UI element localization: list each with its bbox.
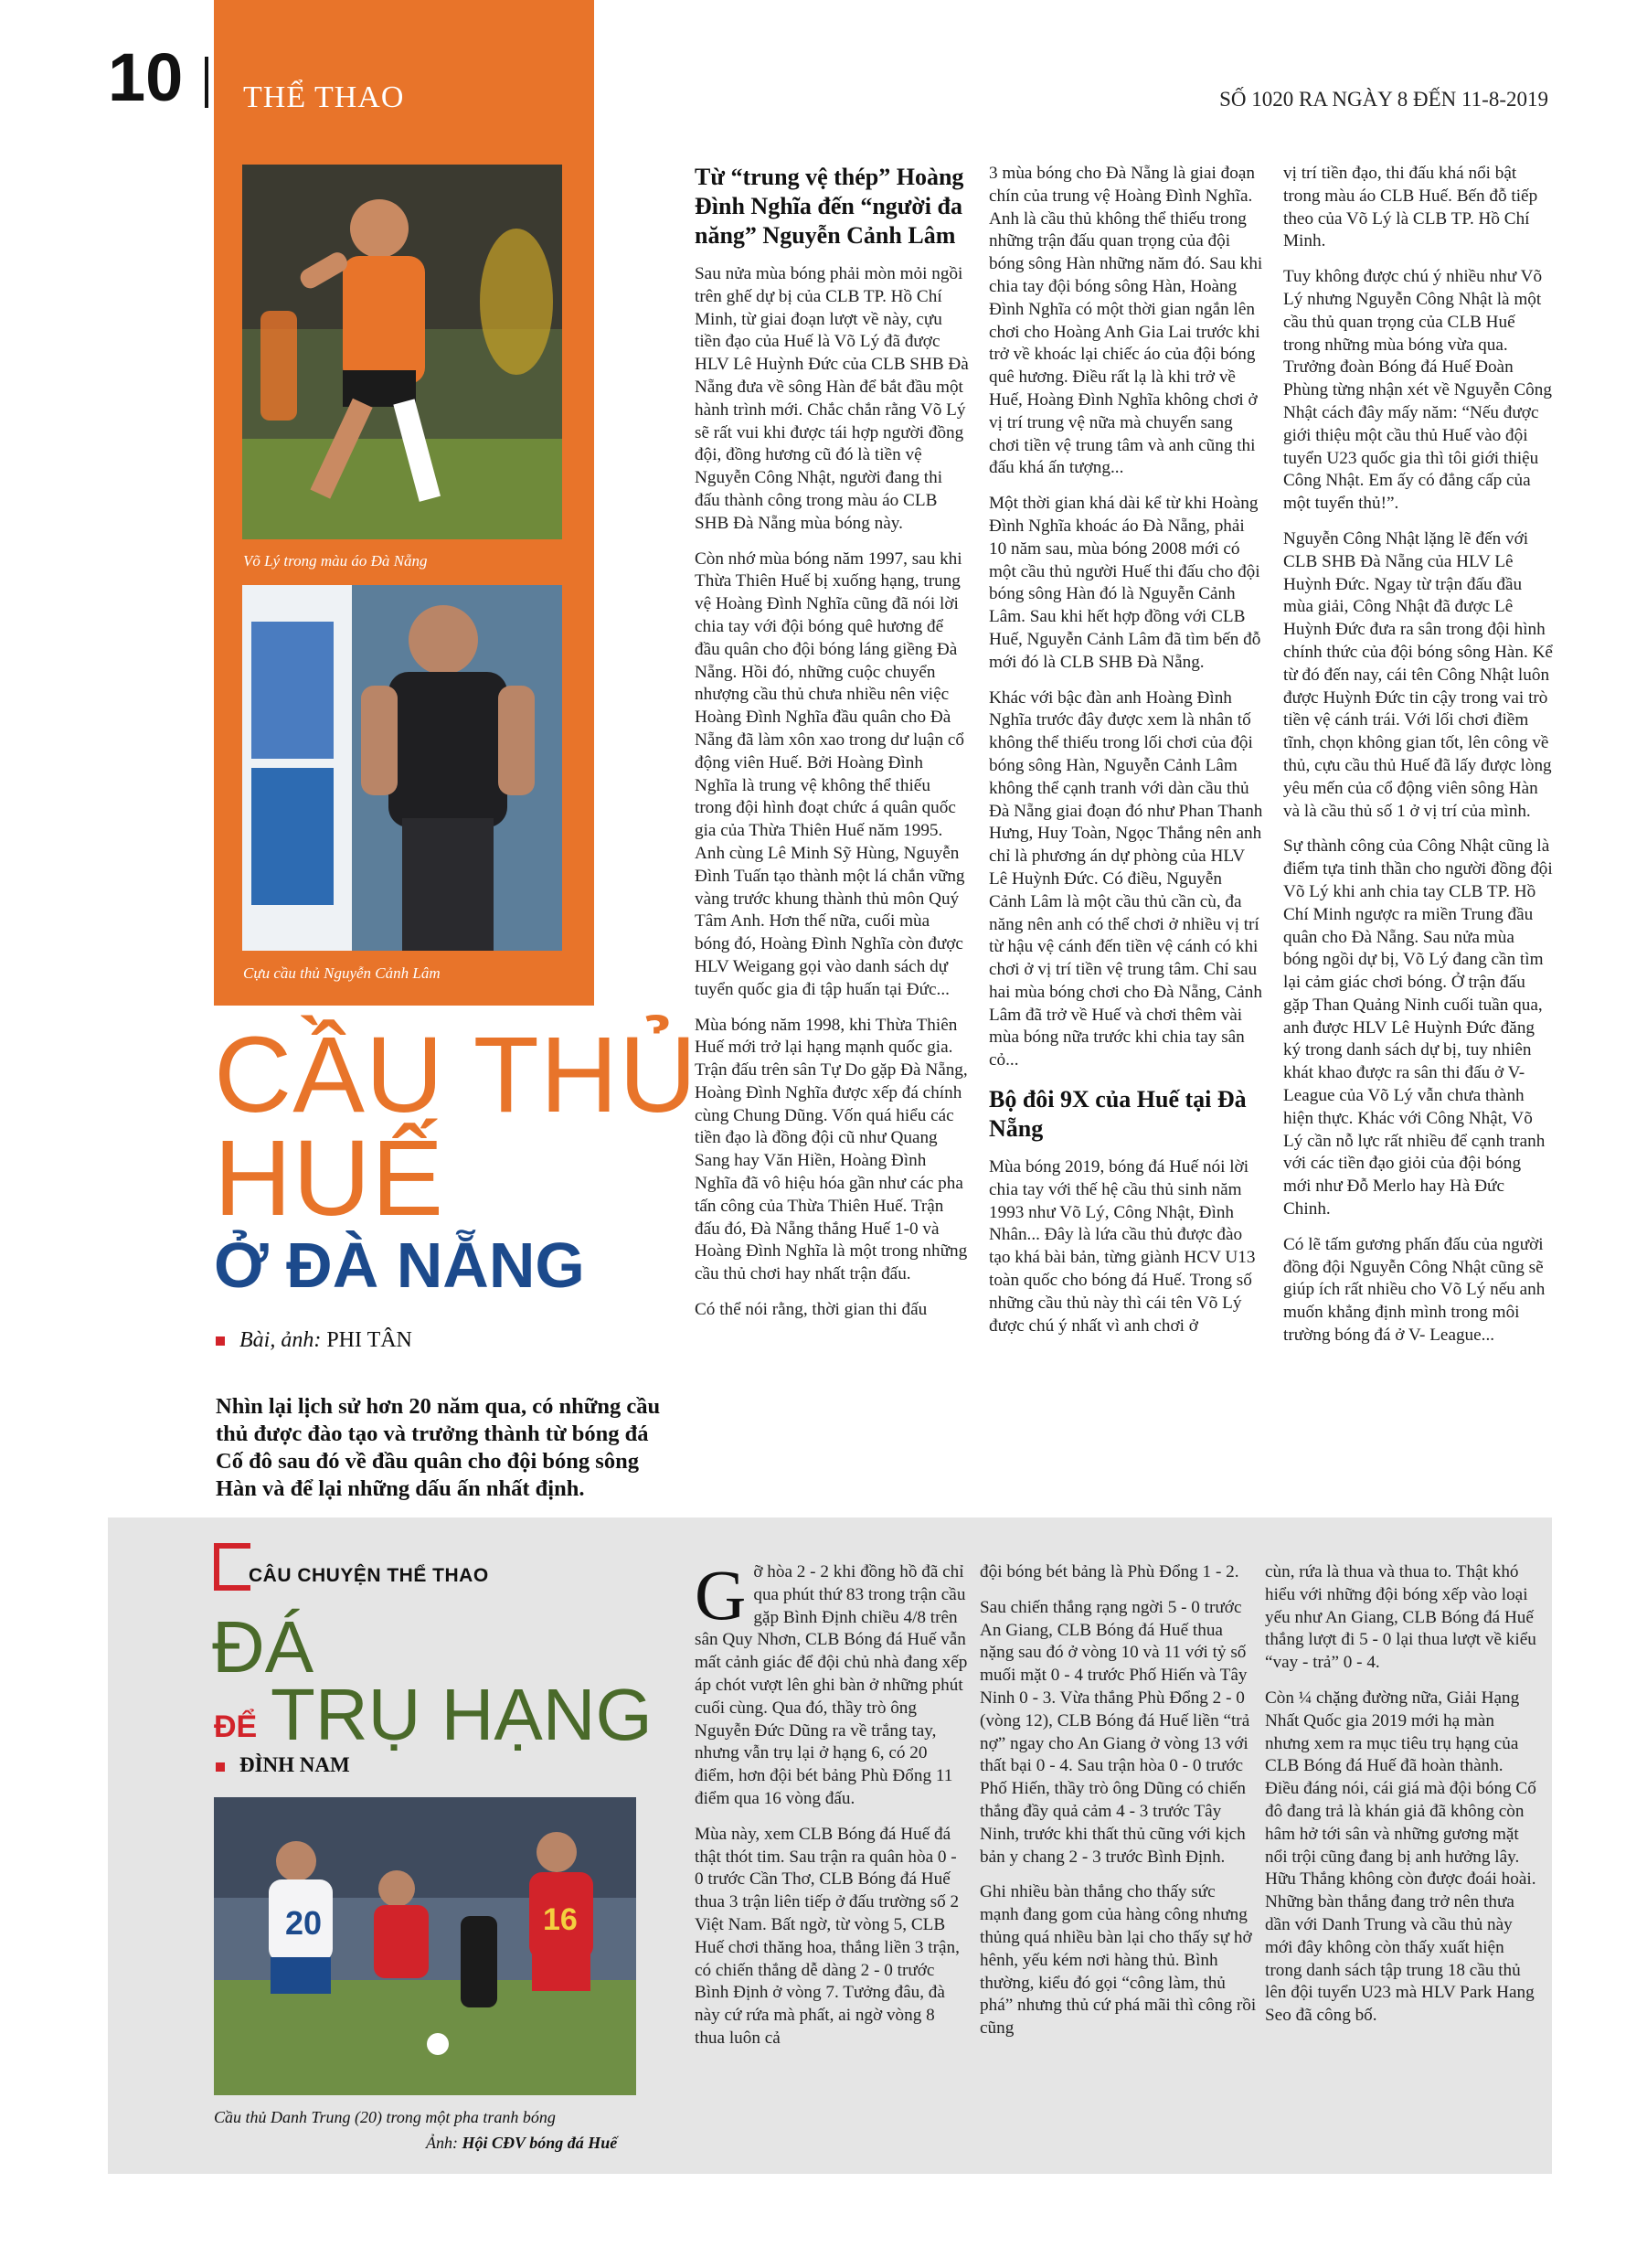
article2-title-word-1: ĐÁ (212, 1606, 314, 1688)
paragraph: Ghi nhiều bàn thắng cho thấy sức mạnh đang gom của hàng công nhưng thủng quá nhiều bàn lại cho thấy sự hở hênh, yếu kém nơi hàng thủ. Bình thường, kiểu đó gọi “công làm, thủ phá” nhưng thủ cứ phá mãi thì công rồi cũng (980, 1882, 1257, 2039)
photo-nguyen-canh-lam-image (242, 585, 562, 951)
paragraph: Sau chiến thắng rạng ngời 5 - 0 trước An Giang, CLB Bóng đá Huế thua nặng sau đó ở vòng 10 và 11 với tỷ số muối mặt 0 - 4 trước Phố Hiến và Tây Ninh 0 - 3. Vừa thắng Phù Đổng 2 - 0 (vòng 12), CLB Bóng đá Huế liền “trả nợ” ngay cho An Giang ở vòng 13 với thất bại 0 - 4. Sau trận hòa 0 - 0 trước Phố Hiến, thầy trò ông Dũng có chiến thắng đầy quả cảm 4 - 3 trước Tây Ninh, trước khi thất thủ cũng với kịch bản y chang 2 - 3 trước Bình Định. (980, 1597, 1250, 1867)
issue-info: SỐ 1020 RA NGÀY 8 ĐẾN 11-8-2019 (1219, 88, 1548, 111)
byline-name: ĐÌNH NAM (239, 1753, 350, 1776)
paragraph: Mùa này, xem CLB Bóng đá Huế đá thật thót tim. Sau trận ra quân hòa 0 - 0 trước Cần Thơ, CLB Bóng đá Huế thua 3 trận liên tiếp ở đấu trường số 2 Việt Nam. Bất ngờ, từ vòng 5, CLB Huế chơi thăng hoa, thắng liền 3 trận, có chiến thắng dễ dàng 2 - 0 trước Bình Định ở vòng 7. Tưởng đâu, đà này cứ rứa mà phất, ai ngờ vòng 8 thua luôn cả (695, 1824, 960, 2048)
byline-marker (216, 1762, 225, 1772)
article2-column-3 (1265, 1561, 1539, 2040)
paragraph: Mùa bóng năm 1998, khi Thừa Thiên Huế mới trở lại hạng mạnh quốc gia. Trận đấu trên sân Tự Do gặp Đà Nẵng, Hoàng Đình Nghĩa được xếp đá chính cùng Chung Dũng. Vốn quá hiểu các tiền đạo là đồng đội cũ như Quang Sang hay Văn Hiền, Hoàng Đình Nghĩa đã vô hiệu hóa gần như các pha tấn công của Thừa Thiên Huế. Trận đấu đó, Đà Nẵng thắng Huế 1-0 và Hoàng Đình Nghĩa là một trong những cầu thủ chơi hay nhất trận đấu. (695, 1015, 968, 1284)
article2-title-word-3: TRỤ HẠNG (271, 1674, 653, 1755)
byline-label: Bài, ảnh: (239, 1328, 322, 1352)
paragraph: Có lẽ tấm gương phấn đấu của người đồng đội Nguyễn Công Nhật cũng sẽ giúp ích rất nhiều cho Võ Lý nếu anh muốn khẳng định mình trong môi trường bóng đá ở V- League... (1283, 1234, 1546, 1346)
photo-danh-trung-image (214, 1797, 636, 2095)
paragraph: Một thời gian khá dài kể từ khi Hoàng Đình Nghĩa khoác áo Đà Nẵng, phải 10 năm sau, mùa bóng 2008 mới có một cầu thủ người Huế thi đấu cho đội bóng sông Hàn đó là Nguyễn Cảnh Lâm. Sau khi hết hợp đồng với CLB Huế, Nguyễn Cảnh Lâm đã tìm bến đỗ mới đó là CLB SHB Đà Nẵng. (989, 494, 1261, 672)
paragraph: đội bóng bét bảng là Phù Đổng 1 - 2. (980, 1562, 1239, 1581)
story-label-bracket-icon (214, 1543, 250, 1591)
article1-subheading-2: Bộ đôi 9X của Huế tại Đà Nẵng (989, 1086, 1247, 1143)
paragraph-text: ỡ hòa 2 - 2 khi đồng hồ đã chỉ qua phút thứ 83 trong trận cầu gặp Bình Định chiều 4/8 trên sân Quy Nhơn, CLB Bóng đá Huế vẫn mất cảnh giác để đội chủ nhà đang xếp áp chót vượt lên ghi bàn ở những phút cuối cùng. Qua đó, thầy trò ông Nguyễn Đức Dũng ra về trắng tay, nhưng vẫn trụ lại ở hạng 6, có 20 điểm, hơn đội bét bảng Phù Đổng 11 điểm qua 16 vòng đấu. (695, 1562, 968, 1808)
paragraph (695, 1555, 969, 1811)
paragraph: Sau nửa mùa bóng phải mòn mỏi ngồi trên ghế dự bị của CLB TP. Hồ Chí Minh, từ giai đoạn lượt về này, cựu tiền đạo của Huế là Võ Lý đã được HLV Lê Huỳnh Đức của CLB SHB Đà Nẵng đưa về sông Hàn để bắt đầu một hành trình mới. Chắc chắn rằng Võ Lý sẽ rất vui khi được tái hợp người đồng đội, đồng hương cũ đó là tiền vệ Nguyễn Công Nhật, người đang thi đấu thành công trong màu áo CLB SHB Đà Nẵng mùa bóng này. (695, 264, 969, 533)
drop-cap: G (695, 1555, 747, 1634)
article1-byline (216, 1328, 412, 1353)
svg-text:20: 20 (285, 1904, 323, 1942)
page-number: 10 (108, 39, 184, 115)
photo-nguyen-canh-lam-caption: Cựu cầu thủ Nguyễn Cảnh Lâm (243, 964, 441, 982)
byline-name: PHI TÂN (326, 1328, 412, 1352)
paragraph: Sự thành công của Công Nhật cũng là điểm tựa tinh thần cho người đồng đội Võ Lý khi anh chia tay CLB TP. Hồ Chí Minh ngược ra miền Trung đầu quân cho Đà Nẵng. Sau nửa mùa bóng ngồi dự bị, Võ Lý đang cần tìm lại cảm giác chơi bóng. Ở trận đấu gặp Than Quảng Ninh cuối tuần qua, anh được HLV Lê Huỳnh Đức đăng ký trong danh sách dự bị, tuy nhiên khát khao được ra sân thi đấu ở V- League của Võ Lý vẫn chưa thành hiện thực. Khác với Công Nhật, Võ Lý cần nỗ lực rất nhiều để cạnh tranh với các tiền đạo giỏi của đội bóng mới như Đỗ Merlo hay Hà Đức Chinh. (1283, 836, 1553, 1219)
paragraph: Mùa bóng 2019, bóng đá Huế nói lời chia tay với thế hệ cầu thủ sinh năm 1993 như Võ Lý, Công Nhật, Đình Nhân... Đây là lứa cầu thủ được đào tạo khá bài bản, từng giành HCV U13 toàn quốc cho bóng đá Huế. Trong số những cầu thủ này thì cái tên Võ Lý được chú ý nhất vì anh chơi ở (989, 1157, 1256, 1336)
paragraph: Nguyễn Công Nhật lặng lẽ đến với CLB SHB Đà Nẵng của HLV Lê Huỳnh Đức. Ngay từ trận đấu đầu mùa giải, Công Nhật đã được Lê Huỳnh Đức đưa ra sân trong đội hình chính thức của đội bóng sông Hàn. Kể từ đó đến nay, cái tên Công Nhật luôn được Huỳnh Đức tin cậy trong vai trò tiền vệ cánh trái. Với lối chơi điềm tĩnh, chọn không gian tốt, lên công về thủ, cựu cầu thủ Huế đã lấy được lòng yêu mến của cổ động viên sông Hàn và là cầu thủ số 1 ở vị trí của mình. (1283, 528, 1553, 821)
paragraph: Có thể nói rằng, thời gian thi đấu (695, 1300, 928, 1320)
photo-credit-name: Hội CĐV bóng đá Huế (462, 2134, 618, 2152)
paragraph: Còn nhớ mùa bóng năm 1997, sau khi Thừa Thiên Huế bị xuống hạng, trung vệ Hoàng Đình Nghĩa cũng đã nói lời chia tay với đội bóng quê hương để đầu quân cho đội bóng láng giềng Đà Nẵng. Hồi đó, những cuộc chuyển nhượng cầu thủ chưa nhiều nên việc Hoàng Đình Nghĩa đầu quân cho Đà Nẵng đã làm xôn xao trong dư luận cổ động viên Huế. Bởi Hoàng Đình Nghĩa là trung vệ không thể thiếu trong đội hình đoạt chức á quân quốc gia của Thừa Thiên Huế năm 1995. Anh cùng Lê Minh Sỹ Hùng, Nguyễn Đình Tuấn tạo thành một lá chắn vững vàng trước khung thành thủ môn Quý Tâm Anh. Hơn thế nữa, cuối mùa bóng đó, Hoàng Đình Nghĩa còn được HLV Weigang gọi vào danh sách dự tuyển quốc gia đi tập huấn tại Đức... (695, 548, 965, 999)
article2-section-label: CÂU CHUYỆN THỂ THAO (249, 1565, 489, 1586)
headline-line-1: CẦU THỦ (214, 1015, 698, 1135)
svg-text:16: 16 (543, 1902, 578, 1937)
paragraph: vị trí tiền đạo, thi đấu khá nổi bật trong màu áo CLB Huế. Bến đỗ tiếp theo của Võ Lý là CLB TP. Hồ Chí Minh. (1283, 164, 1538, 251)
article1-subheading-1: Từ “trung vệ thép” Hoàng Đình Nghĩa đến “người đa năng” Nguyễn Cảnh Lâm (695, 164, 964, 249)
article1-column-3 (1283, 163, 1553, 1360)
page-number-divider (205, 57, 208, 108)
article2-byline (216, 1753, 350, 1777)
photo-danh-trung (214, 1797, 636, 2095)
paragraph: Còn ¼ chặng đường nữa, Giải Hạng Nhất Quốc gia 2019 mới hạ màn nhưng xem ra mục tiêu trụ hạng của CLB Bóng đá Huế đã hoàn thành. Điều đáng nói, cái giá mà đội bóng Cố đô đang trả là khán giả đã không còn hâm hở tới sân và những gương mặt nổi trội cũng đang bị anh hưởng lây. Hữu Thắng không còn được đoái hoài. Những bàn thắng đang trở nên thưa dần với Danh Trung và cầu thủ này mới đây không còn thấy xuất hiện trong danh sách tập trung 18 cầu thủ lên đội tuyển U23 mà HLV Park Hang Seo đã công bố. (1265, 1688, 1536, 2026)
paragraph: cùn, rứa là thua và thua to. Thật khó hiểu với những đội bóng xếp vào loại yếu như An Giang, CLB Bóng đá Huế thắng lượt đi 5 - 0 lại thua lượt về kiểu “vay - trả” 0 - 4. (1265, 1562, 1536, 1673)
headline-line-2: HUẾ (214, 1118, 445, 1240)
photo-nguyen-canh-lam (242, 585, 562, 951)
photo-credit-label: Ảnh: (426, 2134, 458, 2152)
article1-column-2 (989, 163, 1263, 1350)
article1-lead: Nhìn lại lịch sử hơn 20 năm qua, có những cầu thủ được đào tạo và trưởng thành từ bóng đá Cố đô sau đó về đầu quân cho đội bóng sông Hàn và để lại những dấu ấn nhất định. (216, 1394, 661, 1501)
photo-danh-trung-credit (426, 2134, 617, 2153)
section-title: THỂ THAO (243, 80, 405, 114)
article2-column-1 (695, 1555, 969, 2063)
paragraph: 3 mùa bóng cho Đà Nẵng là giai đoạn chín của trung vệ Hoàng Đình Nghĩa. Anh là cầu thủ không thể thiếu trong những trận đấu quan trọng của đội bóng sông Hàn những năm đó. Sau khi chia tay đội bóng sông Hàn, Hoàng Đình Nghĩa có một thời gian ngắn lên chơi cho Hoàng Anh Gia Lai trước khi trở về khoác lại chiếc áo của đội bóng quê hương. Điều rất lạ là khi trở về Huế, Hoàng Đình Nghĩa không chơi ở vị trí trung vệ nữa mà chuyển sang chơi tiền vệ trung tâm và anh cũng thi đấu khá ấn tượng... (989, 164, 1263, 478)
article1-column-1 (695, 163, 969, 1335)
byline-marker (216, 1336, 225, 1346)
paragraph: Tuy không được chú ý nhiều như Võ Lý nhưng Nguyễn Công Nhật là một cầu thủ quan trọng của CLB Huế trong những mùa bóng vừa qua. Trưởng đoàn Bóng đá Huế Đoàn Phùng từng nhận xét về Nguyễn Công Nhật cách đây mấy năm: “Nếu được giới thiệu một cầu thủ Huế vào đội tuyển U23 quốc gia thì tôi giới thiệu Công Nhật. Em ấy có đẳng cấp của một tuyển thủ!”. (1283, 267, 1552, 514)
headline-line-3: Ở ĐÀ NẴNG (214, 1229, 585, 1301)
photo-vo-ly-image (242, 165, 562, 539)
photo-danh-trung-caption: Cầu thủ Danh Trung (20) trong một pha tranh bóng (214, 2108, 556, 2126)
article1-headline (214, 1015, 726, 1301)
article2-column-2 (980, 1561, 1259, 2053)
article2-title-word-2: ĐỂ (214, 1709, 258, 1744)
paragraph: Khác với bậc đàn anh Hoàng Đình Nghĩa trước đây được xem là nhân tố không thể thiếu trong lối chơi của đội bóng sông Hàn, Nguyễn Cảnh Lâm không thể cạnh tranh với dàn cầu thủ Đà Nẵng giai đoạn đó như Phan Thanh Hưng, Huy Toàn, Ngọc Thắng nên anh chỉ là phương án dự phòng của HLV Lê Huỳnh Đức. Có điều, Nguyễn Cảnh Lâm là một cầu thủ cần cù, đa năng nên anh có thể chơi ở nhiều vị trí từ hậu vệ cánh đến tiền vệ cánh có khi chơi ở vị trí tiền vệ trung tâm. Chỉ sau hai mùa bóng chơi cho Đà Nẵng, Cảnh Lâm đã trở về Huế và chơi thêm vài mùa bóng nữa trước khi chia tay sân cỏ... (989, 687, 1263, 1070)
photo-vo-ly (242, 165, 562, 539)
photo-vo-ly-caption: Võ Lý trong màu áo Đà Nẵng (243, 552, 428, 570)
